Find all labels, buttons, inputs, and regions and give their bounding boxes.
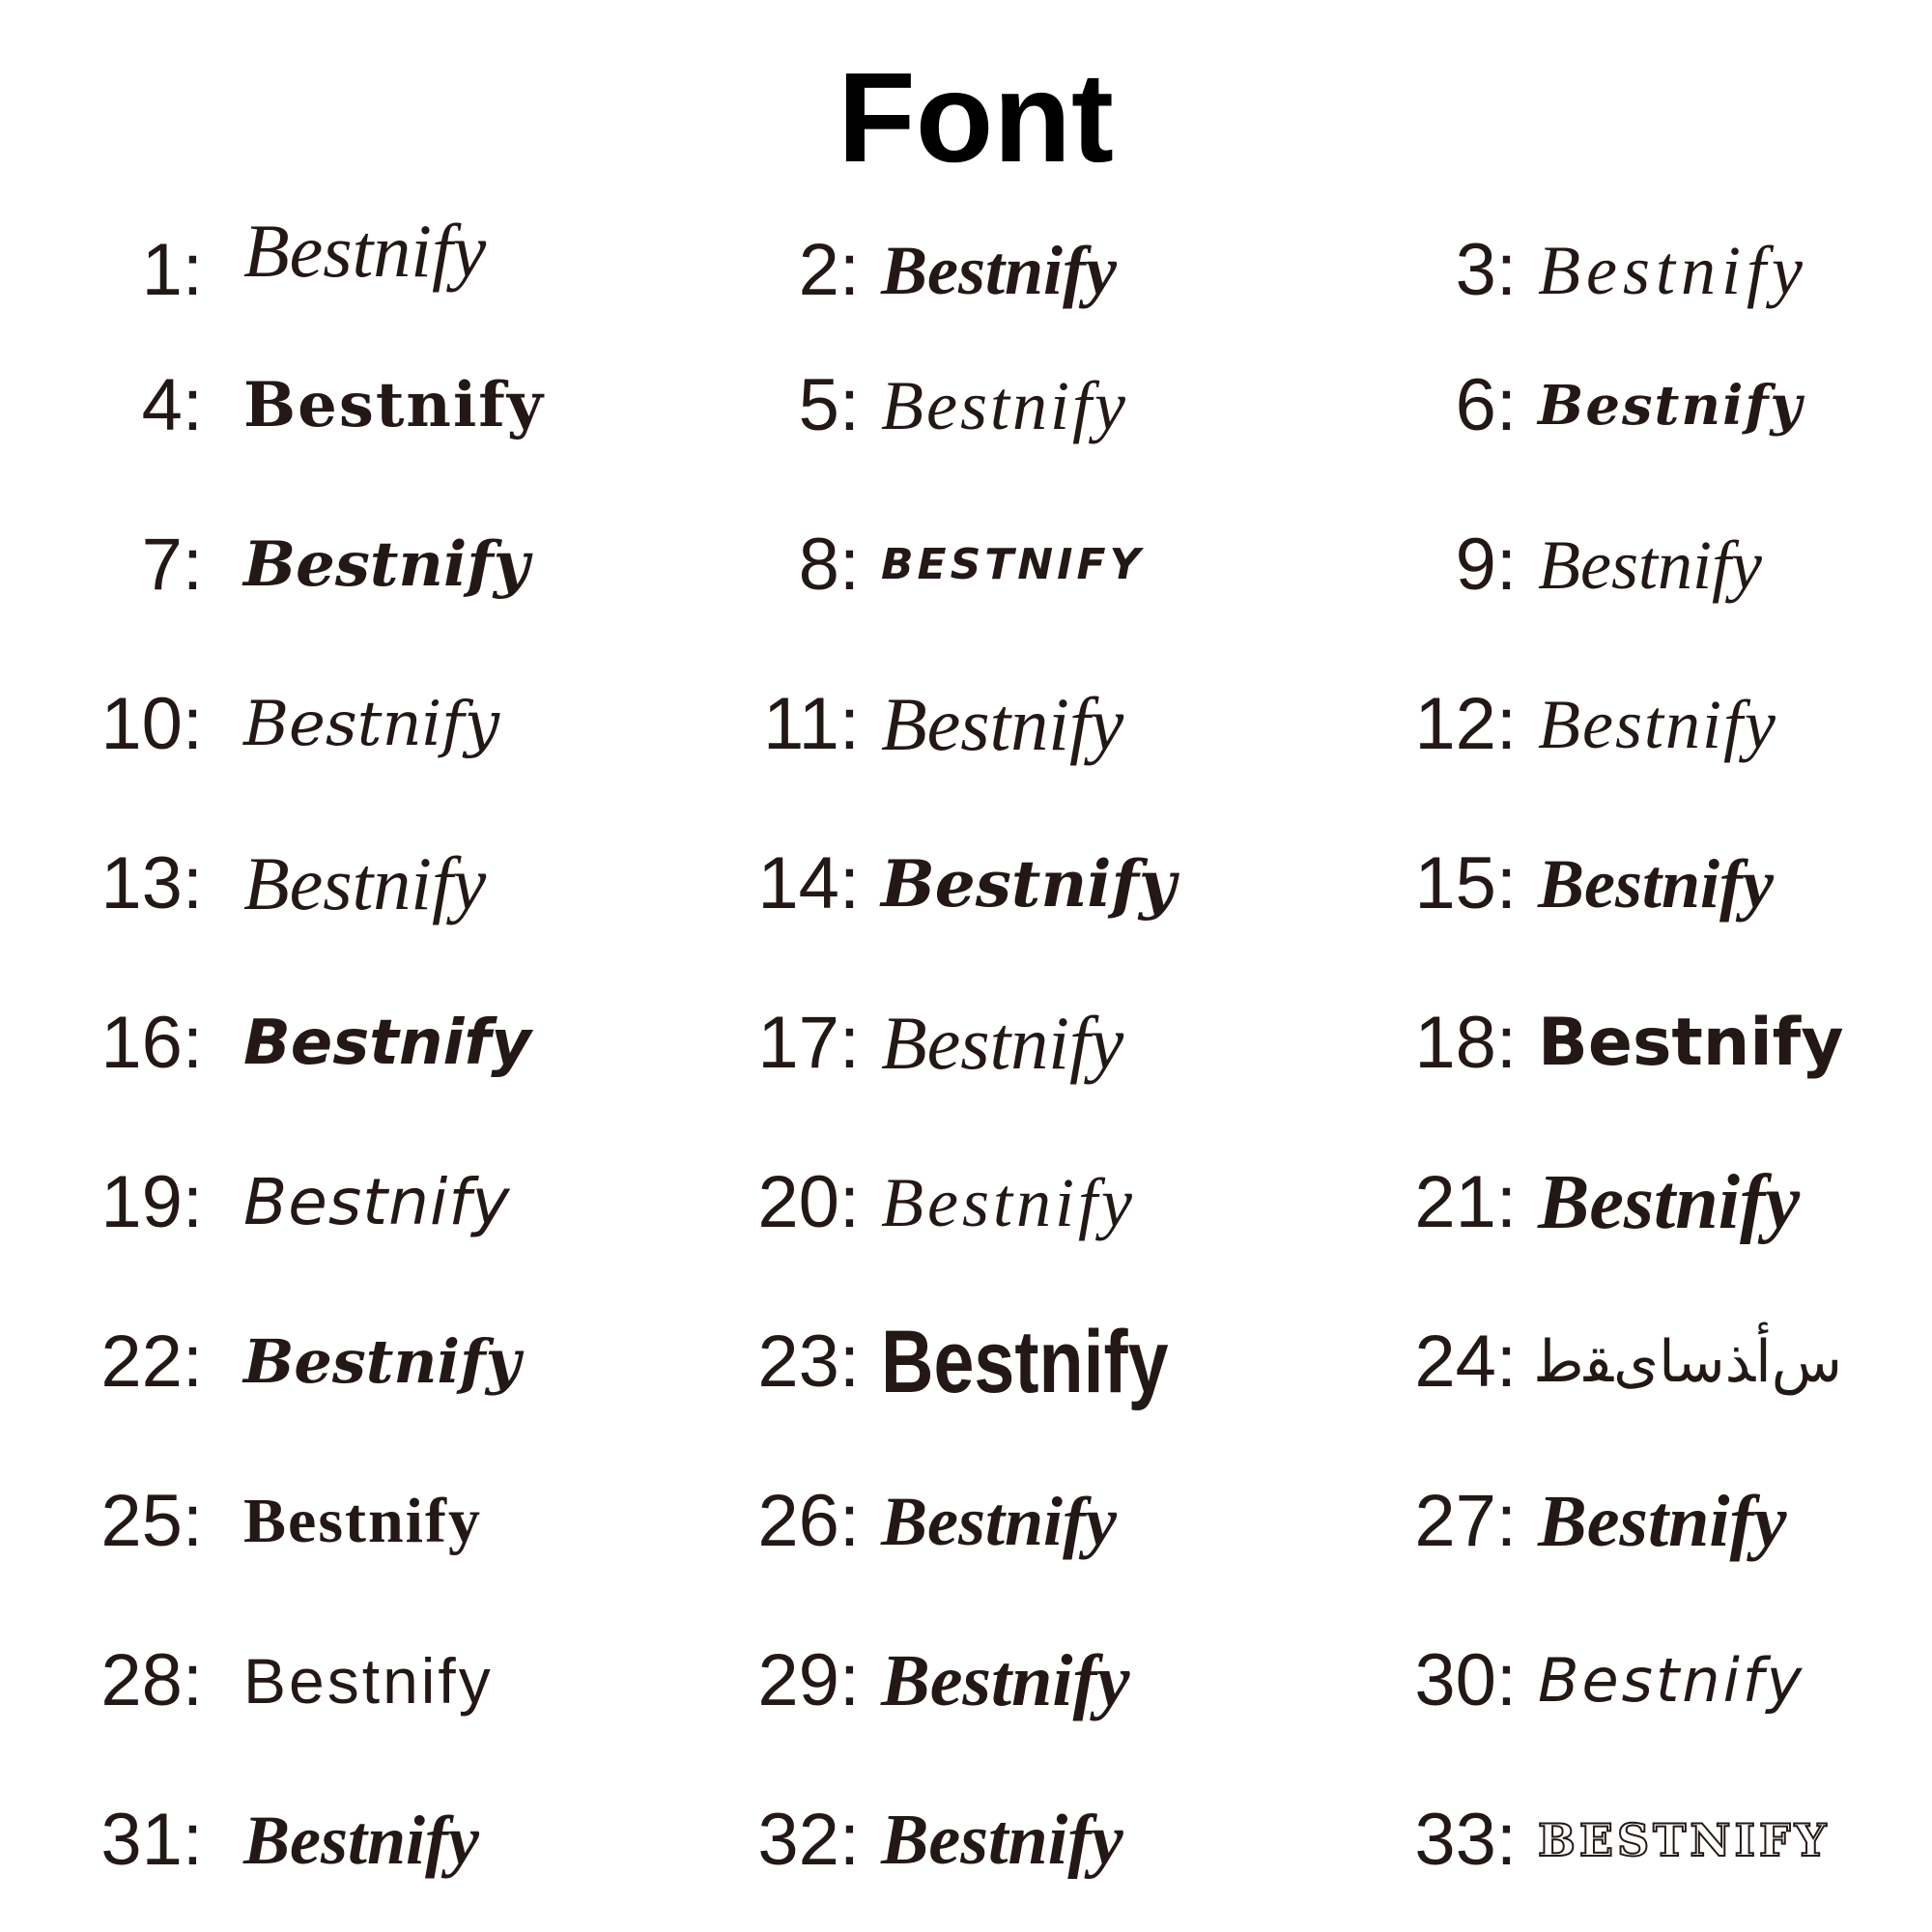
- font-sample: Bestnify: [1538, 232, 1808, 309]
- font-option-30[interactable]: [1314, 1618, 1932, 1744]
- font-number: 10:: [100, 683, 203, 765]
- font-number: 31:: [100, 1799, 203, 1881]
- font-number: 25:: [100, 1480, 203, 1562]
- font-sample: Bestnify: [881, 682, 1124, 766]
- font-option-2[interactable]: [657, 208, 1275, 333]
- font-sample: Bestnify: [243, 369, 545, 441]
- font-number: 11:: [762, 683, 860, 765]
- font-number: 2:: [798, 229, 860, 311]
- font-option-15[interactable]: [1314, 821, 1932, 947]
- font-option-5[interactable]: [657, 343, 1275, 469]
- font-sample: Bestnify: [881, 1483, 1117, 1560]
- font-option-9[interactable]: [1314, 502, 1932, 628]
- font-number: 29:: [757, 1639, 860, 1721]
- font-sample: BESTNIFY: [881, 540, 1145, 589]
- font-sample: Bestnify: [243, 528, 529, 601]
- font-sample: Bestnify: [881, 1801, 1123, 1880]
- font-sample: BESTNIFY: [1538, 1814, 1831, 1866]
- font-number: 30:: [1414, 1639, 1517, 1721]
- font-number: 14:: [757, 842, 860, 924]
- font-sample: Bestnify: [243, 1486, 482, 1556]
- font-number: 18:: [1414, 1002, 1517, 1084]
- font-number: 28:: [100, 1639, 203, 1721]
- font-sample: Bestnify: [1538, 1005, 1844, 1081]
- font-sample: Bestnify: [243, 1645, 494, 1717]
- font-number: 8:: [798, 524, 860, 606]
- font-option-29[interactable]: [657, 1618, 1275, 1744]
- font-number: 9:: [1455, 524, 1517, 606]
- font-number: 13:: [100, 842, 203, 924]
- font-option-33[interactable]: [1314, 1777, 1932, 1903]
- font-number: 12:: [1414, 683, 1517, 765]
- font-sample: Bestnify: [243, 1008, 531, 1079]
- font-number: 19:: [100, 1161, 203, 1243]
- font-option-14[interactable]: [657, 821, 1275, 947]
- page-title: Font: [838, 46, 1114, 188]
- font-sample: Bestnify: [1538, 1481, 1787, 1562]
- font-option-19[interactable]: [0, 1140, 618, 1265]
- font-option-18[interactable]: [1314, 980, 1932, 1106]
- font-sample: Bestnify: [1538, 1645, 1805, 1716]
- font-number: 20:: [757, 1161, 860, 1243]
- font-sample: Bestnify: [881, 1164, 1136, 1241]
- font-number: 26:: [757, 1480, 860, 1562]
- font-number: 16:: [100, 1002, 203, 1084]
- font-sample: Bestnify: [1538, 374, 1804, 438]
- font-option-27[interactable]: [1314, 1459, 1932, 1584]
- font-option-3[interactable]: [1314, 208, 1932, 333]
- font-option-20[interactable]: [657, 1140, 1275, 1265]
- font-option-13[interactable]: [0, 821, 618, 947]
- font-sample: ﺱﺃﺬﺳﺎﻯﻘﻃ: [1538, 1328, 1843, 1396]
- font-number: 4:: [141, 364, 203, 446]
- font-number: 3:: [1455, 229, 1517, 311]
- font-number: 7:: [141, 524, 203, 606]
- font-number: 27:: [1414, 1480, 1517, 1562]
- font-sample: Bestnify: [881, 1313, 1169, 1411]
- font-option-12[interactable]: [1314, 662, 1932, 787]
- font-number: 21:: [1414, 1161, 1517, 1243]
- font-sample: Bestnify: [243, 689, 499, 760]
- font-sample: Bestnify: [881, 1640, 1130, 1721]
- font-option-28[interactable]: [0, 1618, 618, 1744]
- font-option-17[interactable]: [657, 980, 1275, 1106]
- font-option-21[interactable]: [1314, 1140, 1932, 1265]
- font-number: 32:: [757, 1799, 860, 1881]
- font-option-25[interactable]: [0, 1459, 618, 1584]
- font-number: 15:: [1414, 842, 1517, 924]
- font-option-22[interactable]: [0, 1299, 618, 1425]
- font-sample: Bestnify: [881, 367, 1128, 444]
- font-option-16[interactable]: [0, 980, 618, 1106]
- font-sample: Bestnify: [243, 1165, 511, 1239]
- font-sample: Bestnify: [243, 841, 487, 925]
- font-sample: Bestnify: [1538, 845, 1774, 923]
- font-option-26[interactable]: [657, 1459, 1275, 1584]
- font-number: 5:: [798, 364, 860, 446]
- font-sample: Bestnify: [881, 846, 1177, 922]
- font-sample: Bestnify: [243, 1802, 479, 1879]
- font-option-11[interactable]: [657, 662, 1275, 787]
- font-option-24[interactable]: [1314, 1299, 1932, 1425]
- font-option-31[interactable]: [0, 1777, 618, 1903]
- font-option-10[interactable]: [0, 662, 618, 787]
- font-option-4[interactable]: [0, 343, 618, 469]
- font-option-6[interactable]: [1314, 343, 1932, 469]
- font-option-8[interactable]: [657, 502, 1275, 628]
- font-number: 22:: [100, 1321, 203, 1403]
- font-number: 23:: [757, 1321, 860, 1403]
- font-sample: Bestnify: [1538, 526, 1762, 604]
- font-option-1[interactable]: [0, 208, 618, 333]
- font-option-32[interactable]: [657, 1777, 1275, 1903]
- font-option-7[interactable]: [0, 502, 618, 628]
- font-sample: Bestnify: [1538, 1160, 1801, 1245]
- font-number: 24:: [1414, 1321, 1517, 1403]
- font-sample: Bestnify: [243, 1326, 521, 1397]
- font-number: 33:: [1414, 1799, 1517, 1881]
- font-sample: Bestnify: [881, 232, 1117, 309]
- font-sample: Bestnify: [1538, 686, 1777, 763]
- font-sample: Bestnify: [243, 209, 487, 293]
- font-number: 17:: [757, 1002, 860, 1084]
- font-number: 1:: [141, 229, 203, 311]
- font-number: 6:: [1455, 364, 1517, 446]
- font-sample: Bestnify: [881, 1001, 1124, 1085]
- font-option-23[interactable]: [657, 1299, 1275, 1425]
